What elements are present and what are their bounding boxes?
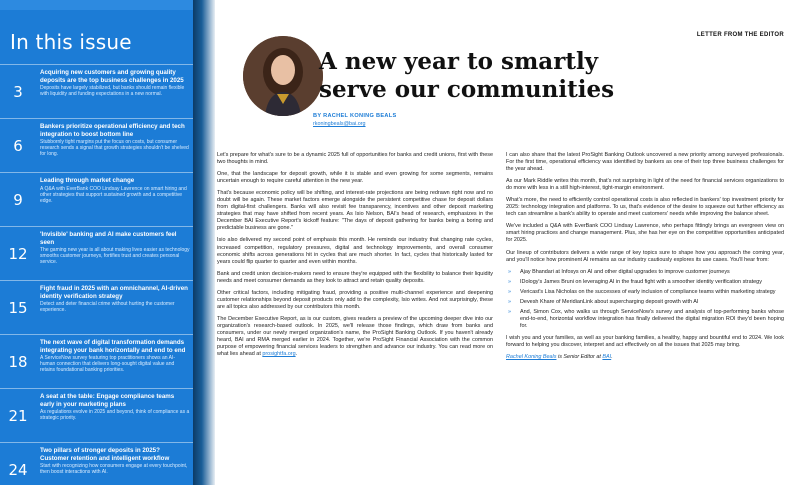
paragraph: That's because economic policy will be shifting, and interest-rate projections are being redrawn right now and no doubt will be again. These market factors emerge alongside the persistent competitive chase for deposit dollars from digital-first challengers. Banks will also revisit fee transparency, incentives and other deposit marketing strategies that may have shifted from recent years. As Isio Nelson, BAI's head of research, emphasizes in the December BAI Executive Report's kickoff feature: "The days of deposit gathering for banks being a boring and predictable business are gone." (217, 190, 493, 232)
article-column-right (506, 152, 784, 366)
toc-text (40, 69, 190, 97)
editor-letter (215, 0, 800, 485)
paragraph: Let's prepare for what's sure to be a dynamic 2025 full of opportunities for banks and credit unions, first with these two thoughts in mind. (217, 152, 493, 166)
paragraph: Our lineup of contributors delivers a wide range of key topics sure to shape how you approach the coming year, and you'll notice how prominent AI remains as our industry cautiously explores its use cases. You'll hear from: (506, 249, 784, 263)
toc-description: Start with recognizing how consumers engage at every touchpoint, then boost interactions with AI. (40, 463, 188, 476)
toc-title: In this issue (10, 30, 132, 54)
toc-description: As regulations evolve in 2025 and beyond, think of compliance as a strategic priority. (40, 409, 190, 422)
section-label: LETTER FROM THE EDITOR (696, 32, 784, 38)
bullet-icon: » (508, 298, 511, 305)
bullet-icon: » (508, 278, 511, 285)
toc-item[interactable] (0, 334, 193, 388)
toc-description: Deposits have largely stabilized, but banks should remain flexible with liquidity and funding expectations in a new normal. (40, 85, 185, 98)
toc-page-number: 24 (8, 461, 28, 479)
paragraph: I can also share that the latest ProSight Banking Outlook uncovered a new priority among surveyed professionals. For the first time, operational efficiency was identified by bankers as one of their top three business challenges for the year ahead. (506, 152, 784, 173)
toc-list (0, 64, 193, 485)
closing-paragraph: I wish you and your families, as well as your banking families, a healthy, happy and bountiful end to 2024. We look forward to helping you discover, interpret and act effectively on all the issues that 2025 may bring. (506, 334, 784, 348)
list-item (508, 298, 784, 306)
toc-text (40, 123, 190, 157)
toc-page-number: 9 (13, 191, 23, 209)
toc-headline: The next wave of digital transformation demands integrating your bank horizontally and end to end (40, 339, 186, 354)
toc-headline: Leading through market change (40, 177, 135, 184)
list-item (508, 268, 784, 276)
list-item (508, 308, 784, 330)
toc-headline: A seat at the table: Engage compliance teams early in your marketing plans (40, 393, 175, 408)
toc-item[interactable] (0, 172, 193, 226)
toc-description: Detect and deter financial crime without hurting the customer experience. (40, 301, 175, 314)
toc-description: Stubbornly tight margins put the focus on costs, but consumer research sends a signal that growth strategies shouldn't be shelved for long. (40, 139, 189, 158)
signoff-end: . (611, 354, 613, 361)
toc-headline: Acquiring new customers and growing quality deposits are the top business challenges in 2025 (40, 69, 184, 84)
toc-text (40, 339, 190, 373)
toc-text (40, 393, 190, 421)
paragraph (217, 316, 493, 358)
list-item-text: IDology's James Bruni on leveraging AI in the fraud fight with a smoother identity verification strategy (520, 278, 762, 285)
page-gutter (193, 0, 215, 485)
prosight-link[interactable]: prosightfa.org (262, 351, 296, 358)
toc-headline: Bankers prioritize operational efficiency and tech integration to boost bottom line (40, 123, 185, 138)
toc-headline: Fight fraud in 2025 with an omnichannel, AI-driven identity verification strategy (40, 285, 188, 300)
bullet-icon: » (508, 268, 511, 275)
toc-headline: 'Invisible' banking and AI make customers feel seen (40, 231, 177, 246)
paragraph: One, that the landscape for deposit growth, while it is stable and even growing for some segments, remains uncertain enough to require careful attention in the new year. (217, 171, 493, 185)
toc-page-number: 3 (13, 83, 23, 101)
toc-item[interactable] (0, 442, 193, 485)
list-item (508, 278, 784, 286)
toc-headline: Two pillars of stronger deposits in 2025? Customer retention and intelligent workflow (40, 447, 170, 462)
toc-item[interactable] (0, 280, 193, 334)
list-item-text: Ajay Bhandari at Infosys on AI and other digital upgrades to improve customer journeys (520, 268, 730, 275)
toc-item[interactable] (0, 226, 193, 280)
author-email-link[interactable]: rkoningbeals@bai.org (313, 121, 366, 127)
toc-page-number: 21 (8, 407, 28, 425)
list-item (508, 288, 784, 296)
author-portrait-icon (243, 36, 323, 116)
bai-link[interactable]: BAI (602, 354, 612, 361)
paragraph: Other critical factors, including mitigating fraud, providing a positive multi-channel experience and deepening customer relationships beyond deposit products only add to the complexity, Isio writes. And not surprisingly, these are all topics also addressed by our contributors this month. (217, 289, 493, 310)
list-item-text: Devesh Khare of MeridianLink about supercharging deposit growth with AI (520, 298, 699, 305)
toc-item[interactable] (0, 388, 193, 442)
toc-text (40, 285, 190, 313)
paragraph: We've included a Q&A with EverBank COO Lindsay Lawrence, who perhaps fittingly brings an evergreen view on smart hiring practices and change management. Plus, she has her eye on the competitive opportunities anticipated for 2025. (506, 223, 784, 244)
article-headline: A new year to smartly serve our communities (319, 48, 615, 103)
paragraph: Bank and credit union decision-makers need to ensure they're equipped with the flexibility to balance their liquidity needs and meet consumer demands as they look to attract and retain quality deposits. (217, 270, 493, 284)
signoff-text: is Senior Editor at (556, 354, 603, 361)
toc-page-number: 15 (8, 299, 28, 317)
toc-item[interactable] (0, 64, 193, 118)
toc-description: A Q&A with EverBank COO Lindsay Lawrence on smart hiring and other strategies that support sustained growth and a competitive edge. (40, 185, 187, 204)
paragraph-end: . (295, 351, 298, 358)
paragraph: What's more, the need to efficiently control operational costs is also reflected in bankers' top investment priority for 2025: technology integration and platforms. To us, that's evidence of the desire to squeeze out further efficiency as tech can streamline a bank's ability to operate and meet customers' needs while improving the balance sheet. (506, 197, 784, 218)
paragraph: Isio also delivered my second point of emphasis this month. He reminds our industry that changing rate cycles, increased competition, regulatory pressures, digital and technology improvements, and overall consumer economic shifts across generations hit in cycles that are much shorter. In fact, cycles that historically lasted for years could flip quarter to quarter and even within months. (217, 237, 493, 265)
list-item-text: And, Simon Cox, who walks us through ServiceNow's survey and analysis of top-performing banks whose end-to-end, horizontal workflow integration has finally delivered the digital migration ROI they'd been hoping for. (520, 308, 784, 329)
byline: BY RACHEL KONING BEALS (313, 113, 397, 119)
toc-text (40, 447, 190, 475)
toc-page-number: 12 (8, 245, 28, 263)
toc-text (40, 177, 190, 204)
toc-page-number: 6 (13, 137, 23, 155)
contributor-list (506, 269, 784, 330)
toc-text (40, 231, 190, 265)
toc-description: A ServiceNow survey featuring top practitioners shows an AI-human connection that delivers long-sought digital value and retains foundational banking priorities. (40, 355, 176, 374)
toc-description: The gaming new year is all about making lives easier as technology smooths customer journeys, fortifies trust and creates personal service. (40, 247, 190, 266)
paragraph-text: The December Executive Report, as is our custom, gives readers a preview of the upcoming deeper dive into our organization's research-based outlook. In 2025, we'll release those findings, which draw from banks and consumers, under our newly merged organization's name, the ProSight Banking Outlook. If you haven't already heard, BAI and RMA merged earlier in 2024. Together, we're ProSight Financial Association with the common purpose of empowering financial services leaders to strengthen and advance our industry. You can read more on what lies ahead at (217, 315, 493, 358)
bullet-icon: » (508, 308, 511, 315)
toc-page-number: 18 (8, 353, 28, 371)
bullet-icon: » (508, 288, 511, 295)
toc-sidebar (0, 0, 193, 485)
article-column-left (217, 152, 493, 363)
list-item-text: Vericast's Lisa Nicholas on the successes of early inclusion of compliance teams within marketing strategy (520, 288, 776, 295)
signoff (506, 354, 784, 361)
sidebar-top-strip (0, 0, 193, 10)
paragraph: As our Mark Riddle writes this month, that's not surprising in light of the need for financial services organizations to do more with less in a still high-interest, tight-margin environment. (506, 178, 784, 192)
author-name-link[interactable]: Rachel Koning Beals (506, 354, 557, 361)
toc-item[interactable] (0, 118, 193, 172)
